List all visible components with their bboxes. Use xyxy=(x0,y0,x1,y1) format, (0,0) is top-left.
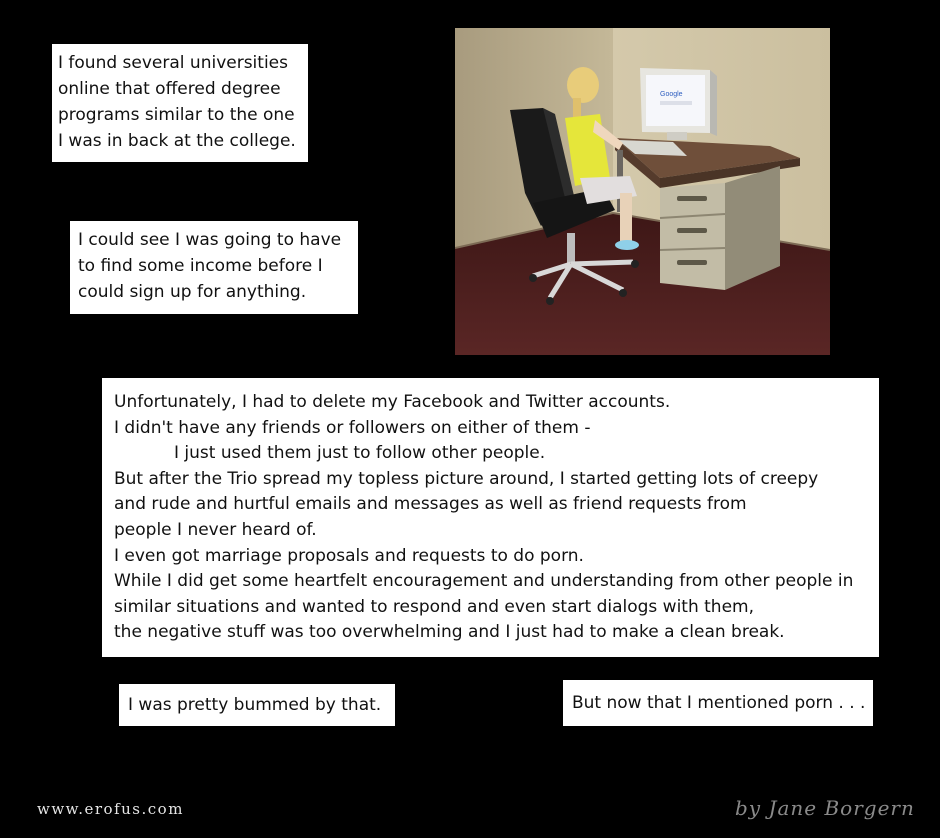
caption-line: But after the Trio spread my topless picture around, I started getting lots of creepy xyxy=(114,468,819,489)
caption-line: I didn't have any friends or followers on either of them - xyxy=(114,417,591,438)
caption-line: I was in back at the college. xyxy=(58,131,296,151)
author-credit: by Jane Borgern xyxy=(735,796,915,820)
caption-line: similar situations and wanted to respond and even start dialogs with them, xyxy=(114,596,755,617)
caption-line: I was pretty bummed by that. xyxy=(128,695,382,715)
site-watermark: www.erofus.com xyxy=(37,800,184,818)
screen-logo: Google xyxy=(660,91,683,98)
caption-box-porn-mention xyxy=(563,680,873,726)
caption-line: people I never heard of. xyxy=(114,519,317,540)
caption-line: I even got marriage proposals and requests to do porn. xyxy=(114,545,584,566)
caption-line: While I did get some heartfelt encouragement and understanding from other people in xyxy=(114,571,854,592)
caption-line: I found several universities xyxy=(58,53,288,73)
caption-line: But now that I mentioned porn . . . xyxy=(572,693,866,713)
caption-line: the negative stuff was too overwhelming and I just had to make a clean break. xyxy=(114,622,785,643)
caption-line: programs similar to the one xyxy=(58,105,295,125)
caption-box-income xyxy=(70,221,358,314)
caption-box-bummed xyxy=(119,684,395,726)
caption-line: online that offered degree xyxy=(58,79,281,99)
caption-line: I just used them just to follow other people. xyxy=(174,443,546,464)
office-illustration xyxy=(455,28,830,355)
caption-line: Unfortunately, I had to delete my Facebook and Twitter accounts. xyxy=(114,392,671,412)
caption-line: and rude and hurtful emails and messages as well as friend requests from xyxy=(114,494,747,515)
caption-line: to find some income before I xyxy=(78,256,323,276)
caption-box-universities xyxy=(52,44,308,162)
caption-box-social-media xyxy=(102,378,879,657)
caption-line: I could see I was going to have xyxy=(78,230,342,250)
caption-line: could sign up for anything. xyxy=(78,282,307,302)
